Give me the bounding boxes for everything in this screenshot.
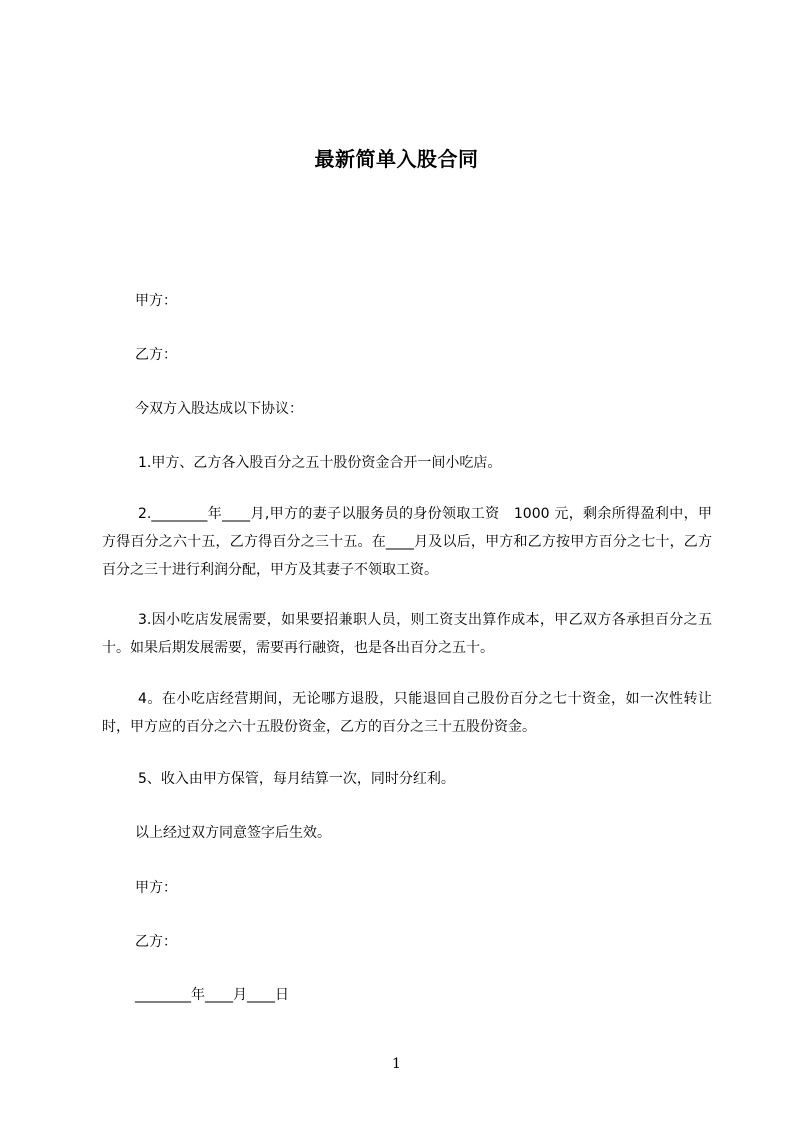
clause-5: 5、收入由甲方保管，每月结算一次，同时分红利。 bbox=[138, 771, 455, 787]
clause-1: 1.甲方、乙方各入股百分之五十股份资金合开一间小吃店。 bbox=[138, 455, 502, 471]
document-title: 最新简单入股合同 bbox=[314, 147, 479, 171]
signature-party-b: 乙方： bbox=[135, 934, 177, 950]
clause-4: 4。在小吃店经营期间，无论哪方退股，只能退回自己股份百分之七十资金，如一次性转让时，甲方应的百分之六十五股份资金，乙方的百分之三十五股份资金。 bbox=[102, 691, 712, 735]
clause-2: 2.________年____月,甲方的妻子以服务员的身份领取工资 1000 元，剩余所得盈利中，甲方得百分之六十五，乙方得百分之三十五。在____月及以后，甲方和乙方按甲方百分之七十，乙方百分之三十进行利润分配，甲方及其妻子不领取工资。 bbox=[102, 506, 712, 578]
page-number: 1 bbox=[392, 1056, 401, 1072]
signature-party-a: 甲方： bbox=[135, 880, 177, 896]
party-b-label: 乙方： bbox=[135, 347, 177, 363]
effect-statement: 以上经过双方同意签字后生效。 bbox=[135, 825, 331, 841]
clause-3: 3.因小吃店发展需要，如果要招兼职人员，则工资支出算作成本，甲乙双方各承担百分之五十。如果后期发展需要，需要再行融资，也是各出百分之五十。 bbox=[102, 612, 712, 656]
party-a-label: 甲方： bbox=[135, 293, 177, 309]
date-line: ________年____月____日 bbox=[135, 987, 289, 1003]
intro-text: 今双方入股达成以下协议： bbox=[135, 401, 303, 417]
